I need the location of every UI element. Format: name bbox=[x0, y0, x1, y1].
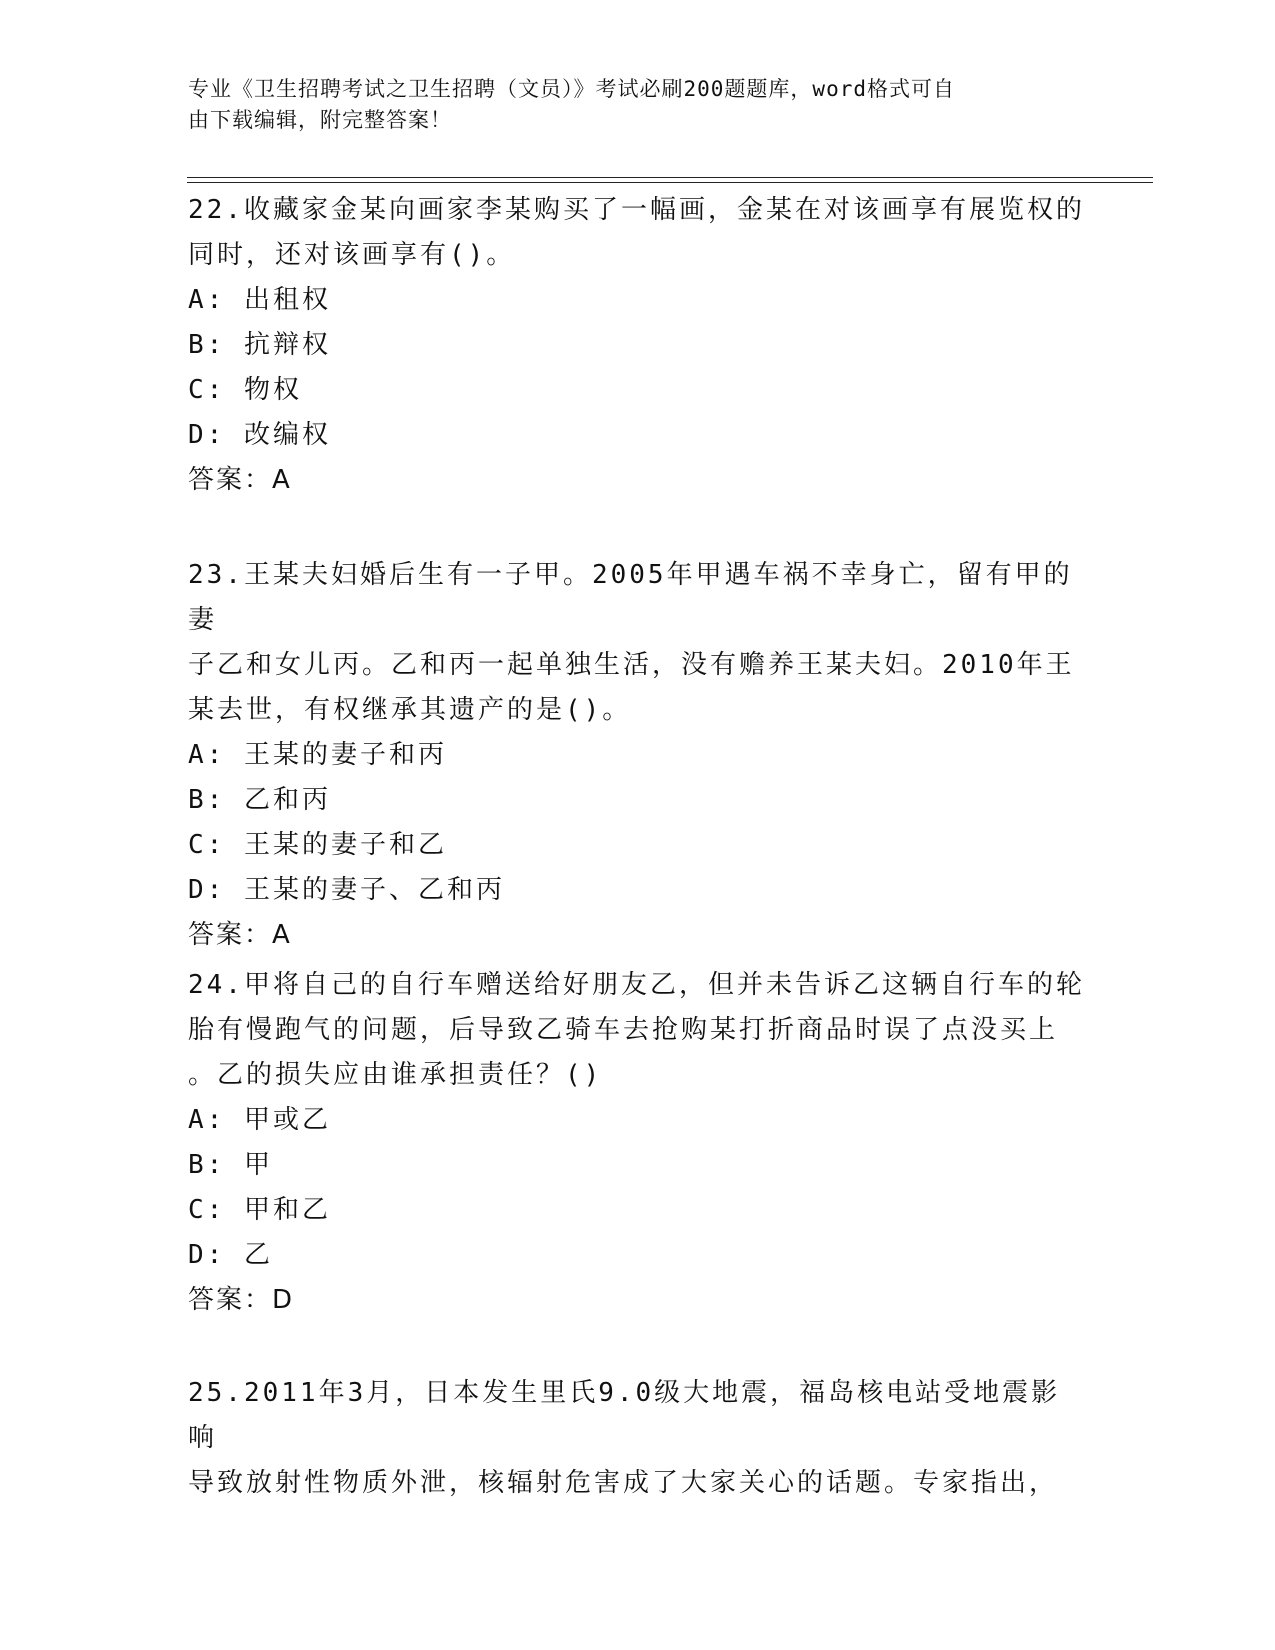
document-header bbox=[188, 74, 1068, 136]
stem-line: 导致放射性物质外泄，核辐射危害成了大家关心的话题。专家指出， bbox=[188, 1468, 1059, 1498]
stem-line: 25.2011年3月，日本发生里氏9.0级大地震，福岛核电站受地震影响 bbox=[188, 1378, 1061, 1453]
option-b: B: 乙和丙 bbox=[188, 785, 331, 815]
header-line-1: 专业《卫生招聘考试之卫生招聘（文员）》考试必刷200题题库，word格式可自 bbox=[188, 77, 955, 101]
question-stem bbox=[188, 1371, 1088, 1506]
question-24 bbox=[188, 963, 1088, 1323]
answer: 答案：A bbox=[188, 465, 292, 495]
question-stem bbox=[188, 553, 1088, 733]
question-stem bbox=[188, 188, 1088, 278]
header-rule-bottom bbox=[187, 182, 1153, 183]
option-d: D: 乙 bbox=[188, 1240, 273, 1270]
stem-line: 胎有慢跑气的问题，后导致乙骑车去抢购某打折商品时误了点没买上 bbox=[188, 1015, 1059, 1045]
option-c: C: 王某的妻子和乙 bbox=[188, 830, 447, 860]
option-c: C: 甲和乙 bbox=[188, 1195, 331, 1225]
stem-line: 同时，还对该画享有()。 bbox=[188, 240, 516, 270]
stem-line: 子乙和女儿丙。乙和丙一起单独生活，没有赡养王某夫妇。2010年王 bbox=[188, 650, 1075, 680]
stem-line: 。乙的损失应由谁承担责任？() bbox=[188, 1060, 603, 1090]
option-a: A: 出租权 bbox=[188, 285, 331, 315]
stem-line: 24.甲将自己的自行车赠送给好朋友乙，但并未告诉乙这辆自行车的轮 bbox=[188, 970, 1085, 1000]
option-a: A: 王某的妻子和丙 bbox=[188, 740, 447, 770]
option-d: D: 王某的妻子、乙和丙 bbox=[188, 875, 505, 905]
question-22 bbox=[188, 188, 1088, 503]
stem-line: 22.收藏家金某向画家李某购买了一幅画，金某在对该画享有展览权的 bbox=[188, 195, 1085, 225]
option-a: A: 甲或乙 bbox=[188, 1105, 331, 1135]
stem-line: 23.王某夫妇婚后生有一子甲。2005年甲遇车祸不幸身亡，留有甲的妻 bbox=[188, 560, 1073, 635]
question-stem bbox=[188, 963, 1088, 1098]
answer: 答案：D bbox=[188, 1285, 295, 1315]
option-b: B: 甲 bbox=[188, 1150, 273, 1180]
question-25 bbox=[188, 1371, 1088, 1506]
answer: 答案：A bbox=[188, 920, 292, 950]
header-line-2: 由下载编辑，附完整答案！ bbox=[188, 108, 452, 132]
question-23 bbox=[188, 553, 1088, 958]
option-d: D: 改编权 bbox=[188, 420, 331, 450]
option-b: B: 抗辩权 bbox=[188, 330, 331, 360]
stem-line: 某去世，有权继承其遗产的是()。 bbox=[188, 695, 632, 725]
header-rule-top bbox=[187, 177, 1153, 178]
option-c: C: 物权 bbox=[188, 375, 302, 405]
